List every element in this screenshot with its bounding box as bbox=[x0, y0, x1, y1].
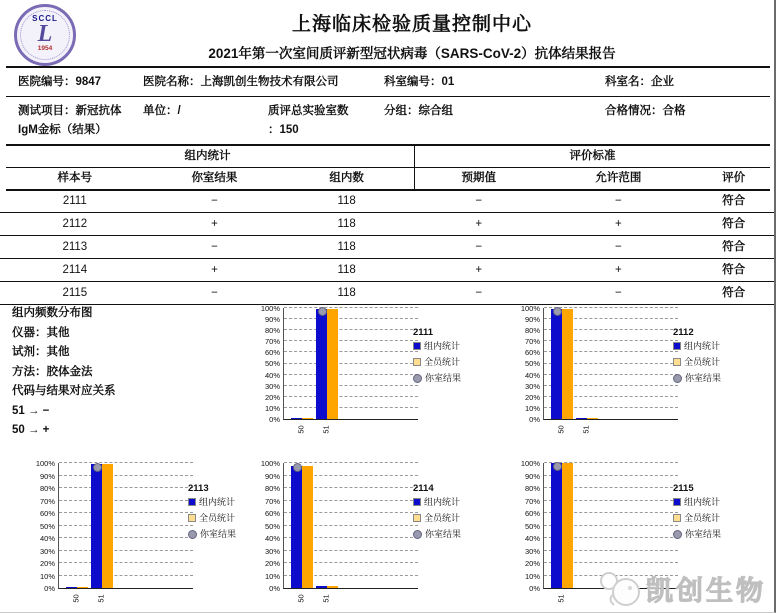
kaichuang-mascot-icon bbox=[596, 568, 646, 608]
y-tick-label: 10% bbox=[264, 571, 280, 581]
report-title: 2021年第一次室间质评新型冠状病毒（SARS-CoV-2）抗体结果报告 bbox=[208, 46, 616, 61]
table-row bbox=[0, 236, 774, 259]
y-tick-label: 80% bbox=[524, 484, 540, 493]
gridline bbox=[544, 307, 678, 308]
y-tick-label: 50% bbox=[39, 521, 55, 531]
code-mapping-51: 51 → − bbox=[12, 404, 50, 417]
legend-item bbox=[413, 497, 503, 507]
chart-info-panel bbox=[12, 304, 250, 441]
y-tick-label: 60% bbox=[524, 348, 540, 358]
info-field-line: 合格情况：合格 bbox=[605, 105, 686, 117]
legend-label: 全员统计 bbox=[684, 513, 721, 523]
global-stat-swatch bbox=[188, 514, 196, 522]
gridline bbox=[284, 340, 418, 341]
y-tick-label: 10% bbox=[39, 571, 55, 581]
gridline bbox=[59, 562, 193, 563]
y-axis bbox=[515, 305, 543, 424]
legend-item bbox=[413, 341, 503, 351]
x-axis bbox=[283, 420, 418, 438]
y-axis bbox=[30, 460, 58, 593]
plot-row bbox=[255, 459, 418, 593]
gridline bbox=[59, 500, 193, 501]
y-tick-label: 20% bbox=[524, 392, 540, 402]
y-tick-label: 70% bbox=[524, 496, 540, 506]
info-field bbox=[268, 98, 349, 140]
y-tick-label: 100% bbox=[520, 459, 540, 468]
info-field: 科室名：企业 bbox=[605, 76, 674, 88]
y-tick-label: 100% bbox=[520, 304, 540, 313]
column-header: 预期值 bbox=[461, 172, 497, 184]
chart-legend bbox=[413, 483, 503, 545]
x-tick-label: 51 bbox=[581, 425, 591, 434]
gridline bbox=[284, 396, 418, 397]
info-field-line: 单位：/ bbox=[143, 105, 181, 117]
chart-title: 2112 bbox=[673, 327, 694, 338]
gridline bbox=[59, 512, 193, 513]
table-cell: 118 bbox=[337, 218, 356, 230]
info-field bbox=[18, 98, 122, 140]
chart-body bbox=[255, 305, 418, 438]
y-tick-label: 90% bbox=[524, 471, 540, 481]
chart-legend bbox=[673, 327, 763, 389]
y-tick-label: 40% bbox=[39, 534, 55, 543]
legend-item bbox=[673, 373, 763, 383]
hospital-info-row bbox=[0, 68, 774, 96]
legend-item bbox=[413, 373, 503, 383]
your-result-marker bbox=[93, 463, 102, 472]
code-mapping-title: 代码与结果对应关系 bbox=[12, 385, 116, 397]
gridline bbox=[284, 385, 418, 386]
sccl-seal-logo bbox=[14, 4, 76, 66]
table-cell: + bbox=[211, 264, 218, 276]
bar-global-stat bbox=[327, 309, 338, 419]
table-row bbox=[0, 259, 774, 282]
table-cell: − bbox=[615, 287, 622, 299]
column-header: 你室结果 bbox=[191, 172, 238, 184]
info-field-line: 测试项目：新冠抗体 bbox=[18, 105, 122, 117]
group-header-criteria: 评价标准 bbox=[569, 150, 616, 162]
gridline bbox=[59, 525, 193, 526]
table-cell: − bbox=[615, 195, 622, 207]
legend-label: 组内统计 bbox=[424, 341, 461, 351]
info-field: 医院名称：上海凯创生物技术有限公司 bbox=[143, 76, 339, 88]
chart-2112 bbox=[515, 300, 773, 448]
watermark-text: 凯创生物 bbox=[646, 575, 766, 606]
y-tick-label: 0% bbox=[529, 584, 540, 593]
legend-label: 全员统计 bbox=[424, 357, 461, 367]
bar-group-stat bbox=[91, 464, 102, 588]
y-tick-label: 30% bbox=[264, 546, 280, 556]
x-tick-label: 50 bbox=[71, 594, 81, 603]
plot-area bbox=[543, 308, 678, 420]
y-tick-label: 10% bbox=[524, 403, 540, 413]
chart-title: 2115 bbox=[673, 483, 694, 494]
logo-year: 1954 bbox=[37, 45, 53, 52]
legend-item bbox=[413, 357, 503, 367]
test-info-row bbox=[0, 98, 774, 144]
y-tick-label: 10% bbox=[264, 403, 280, 413]
table-cell: + bbox=[475, 264, 483, 276]
chart-body bbox=[255, 460, 418, 607]
table-cell: 2115 bbox=[62, 287, 88, 299]
table-cell: 符合 bbox=[722, 241, 746, 253]
y-tick-label: 40% bbox=[524, 370, 540, 380]
y-tick-label: 70% bbox=[264, 496, 280, 506]
plot-row bbox=[255, 304, 418, 424]
chart-body bbox=[515, 305, 678, 438]
legend-item bbox=[673, 341, 763, 351]
gridline bbox=[59, 475, 193, 476]
gridline bbox=[284, 374, 418, 375]
x-tick-label: 50 bbox=[296, 594, 306, 603]
page-title: 上海临床检验质量控制中心 bbox=[291, 14, 532, 35]
legend-label: 你室结果 bbox=[685, 373, 722, 383]
y-tick-label: 60% bbox=[264, 509, 280, 518]
y-tick-label: 50% bbox=[524, 521, 540, 531]
gridline bbox=[59, 537, 193, 538]
legend-label: 你室结果 bbox=[685, 529, 722, 539]
y-tick-label: 20% bbox=[524, 559, 540, 568]
table-cell: 符合 bbox=[722, 264, 746, 276]
global-stat-swatch bbox=[413, 514, 421, 522]
table-cell: + bbox=[615, 264, 622, 276]
legend-label: 组内统计 bbox=[424, 497, 461, 507]
info-field-line: ：150 bbox=[268, 124, 299, 136]
y-tick-label: 100% bbox=[260, 459, 280, 468]
distribution-title: 组内频数分布图 bbox=[12, 307, 93, 319]
gridline bbox=[284, 329, 418, 330]
column-header: 组内数 bbox=[329, 172, 364, 184]
legend-item bbox=[673, 497, 763, 507]
y-tick-label: 30% bbox=[264, 381, 280, 391]
table-cell: 118 bbox=[337, 241, 356, 253]
reagent-line: 试剂：其他 bbox=[12, 346, 70, 358]
logo-letter: L bbox=[37, 21, 53, 47]
bar-group-stat bbox=[551, 309, 562, 419]
instrument-line: 仪器：其他 bbox=[12, 326, 70, 339]
y-tick-label: 90% bbox=[524, 315, 540, 325]
global-stat-swatch bbox=[413, 358, 421, 366]
y-tick-label: 90% bbox=[264, 315, 280, 325]
x-tick-label: 51 bbox=[321, 594, 331, 603]
table-row bbox=[0, 190, 774, 213]
gridline bbox=[59, 487, 193, 488]
table-cell: 符合 bbox=[722, 218, 746, 230]
y-tick-label: 30% bbox=[524, 381, 540, 391]
plot-row bbox=[30, 459, 193, 593]
y-tick-label: 80% bbox=[264, 484, 280, 493]
table-cell: − bbox=[211, 287, 218, 299]
y-tick-label: 40% bbox=[264, 370, 280, 380]
chart-body bbox=[30, 460, 193, 607]
info-field-line: 分组：综合组 bbox=[384, 105, 453, 117]
gridline bbox=[284, 307, 418, 308]
gridline bbox=[284, 351, 418, 352]
table-cell: 2111 bbox=[62, 195, 87, 207]
chart-title: 2114 bbox=[413, 483, 434, 494]
plot-area bbox=[58, 463, 193, 589]
legend-label: 全员统计 bbox=[684, 357, 721, 367]
x-tick-label: 51 bbox=[321, 425, 331, 434]
x-axis bbox=[58, 589, 193, 607]
y-axis bbox=[255, 305, 283, 424]
x-tick-label: 51 bbox=[556, 594, 566, 603]
column-header: 允许范围 bbox=[595, 172, 642, 184]
y-tick-label: 80% bbox=[524, 326, 540, 336]
method-line: 方法：胶体金法 bbox=[12, 365, 93, 378]
y-tick-label: 50% bbox=[264, 359, 280, 369]
x-axis bbox=[283, 589, 418, 607]
y-tick-label: 70% bbox=[264, 337, 280, 347]
legend-label: 组内统计 bbox=[199, 497, 236, 507]
chart-legend bbox=[673, 483, 763, 545]
info-field bbox=[605, 98, 686, 121]
plot-area bbox=[283, 463, 418, 589]
table-cell: − bbox=[211, 195, 218, 207]
info-field: 医院编号：9847 bbox=[18, 76, 102, 88]
results-table bbox=[0, 190, 774, 305]
chart-title: 2111 bbox=[413, 327, 434, 338]
table-cell: 符合 bbox=[722, 195, 746, 207]
legend-label: 全员统计 bbox=[199, 513, 236, 523]
bar-group-stat bbox=[551, 463, 562, 588]
logo-abbr-text: SCCL bbox=[32, 14, 58, 23]
column-header: 样本号 bbox=[57, 172, 93, 184]
y-tick-label: 40% bbox=[264, 534, 280, 543]
y-tick-label: 10% bbox=[524, 571, 540, 581]
y-tick-label: 60% bbox=[524, 509, 540, 518]
bar-global-stat bbox=[102, 464, 113, 588]
group-stat-swatch bbox=[673, 342, 681, 350]
y-axis bbox=[255, 460, 283, 593]
your-result-swatch bbox=[413, 374, 422, 383]
your-result-swatch bbox=[188, 530, 197, 539]
y-tick-label: 0% bbox=[529, 414, 540, 424]
your-result-swatch bbox=[413, 530, 422, 539]
y-tick-label: 30% bbox=[524, 546, 540, 556]
bar-global-stat bbox=[302, 466, 313, 589]
info-field bbox=[384, 98, 453, 121]
y-tick-label: 20% bbox=[39, 559, 55, 568]
table-column-header bbox=[0, 168, 774, 189]
legend-label: 组内统计 bbox=[684, 341, 721, 351]
chart-2114 bbox=[255, 449, 507, 613]
table-cell: 符合 bbox=[722, 287, 746, 299]
chart-title: 2113 bbox=[188, 483, 209, 494]
legend-item bbox=[673, 529, 763, 539]
y-tick-label: 0% bbox=[269, 584, 280, 593]
group-header-intra: 组内统计 bbox=[184, 150, 231, 162]
gridline bbox=[284, 318, 418, 319]
legend-label: 组内统计 bbox=[684, 497, 721, 507]
gridline bbox=[59, 575, 193, 576]
table-cell: 118 bbox=[337, 195, 356, 207]
table-cell: + bbox=[475, 218, 483, 230]
your-result-swatch bbox=[673, 374, 682, 383]
x-tick-label: 50 bbox=[296, 425, 306, 434]
table-cell: − bbox=[475, 241, 483, 253]
x-tick-label: 50 bbox=[556, 425, 566, 434]
gridline bbox=[59, 462, 193, 463]
x-tick-label: 51 bbox=[96, 594, 106, 603]
group-stat-swatch bbox=[188, 498, 196, 506]
legend-item bbox=[673, 513, 763, 523]
chart-2113 bbox=[30, 449, 282, 613]
table-cell: − bbox=[475, 287, 483, 299]
y-tick-label: 90% bbox=[39, 471, 55, 481]
y-tick-label: 50% bbox=[264, 521, 280, 531]
table-cell: − bbox=[211, 241, 218, 253]
table-cell: 118 bbox=[337, 264, 356, 276]
y-tick-label: 70% bbox=[39, 496, 55, 506]
table-cell: + bbox=[615, 218, 622, 230]
y-tick-label: 20% bbox=[264, 559, 280, 568]
group-stat-swatch bbox=[413, 498, 421, 506]
y-tick-label: 100% bbox=[260, 304, 280, 313]
table-cell: 118 bbox=[337, 287, 356, 299]
table-cell: 2113 bbox=[62, 241, 88, 253]
plot-area bbox=[283, 308, 418, 420]
divider bbox=[6, 96, 770, 97]
y-tick-label: 80% bbox=[264, 326, 280, 336]
column-header: 评价 bbox=[722, 172, 746, 184]
y-tick-label: 0% bbox=[44, 584, 55, 593]
y-tick-label: 90% bbox=[264, 471, 280, 481]
watermark bbox=[596, 568, 766, 608]
y-tick-label: 40% bbox=[524, 534, 540, 543]
y-tick-label: 80% bbox=[39, 484, 55, 493]
gridline bbox=[59, 550, 193, 551]
y-tick-label: 100% bbox=[35, 459, 55, 468]
info-field: 科室编号：01 bbox=[384, 76, 455, 88]
y-tick-label: 60% bbox=[264, 348, 280, 358]
info-field-line: 质评总实验室数 bbox=[268, 105, 349, 117]
group-stat-swatch bbox=[673, 498, 681, 506]
table-cell: − bbox=[475, 195, 483, 207]
bar-global-stat bbox=[562, 463, 573, 588]
global-stat-swatch bbox=[673, 358, 681, 366]
gridline bbox=[284, 462, 418, 463]
table-cell: + bbox=[211, 218, 218, 230]
table-row bbox=[0, 213, 774, 236]
group-stat-swatch bbox=[413, 342, 421, 350]
legend-label: 你室结果 bbox=[425, 373, 462, 383]
bar-group-stat bbox=[291, 466, 302, 589]
info-field bbox=[143, 98, 181, 121]
legend-label: 你室结果 bbox=[425, 529, 462, 539]
chart-legend bbox=[413, 327, 503, 389]
y-tick-label: 20% bbox=[264, 392, 280, 402]
table-group-header bbox=[0, 146, 774, 167]
info-field-line: IgM金标（结果） bbox=[18, 124, 107, 136]
your-result-marker bbox=[553, 462, 562, 471]
legend-label: 全员统计 bbox=[424, 513, 461, 523]
plot-row bbox=[515, 304, 678, 424]
gridline bbox=[284, 407, 418, 408]
gridline bbox=[284, 363, 418, 364]
table-cell: 2112 bbox=[62, 218, 88, 230]
y-tick-label: 0% bbox=[269, 414, 280, 424]
y-tick-label: 60% bbox=[39, 509, 55, 518]
y-tick-label: 50% bbox=[524, 359, 540, 369]
bar-group-stat bbox=[316, 309, 327, 419]
code-mapping-50: 50 → + bbox=[12, 424, 50, 436]
table-cell: 2114 bbox=[62, 264, 88, 276]
table-cell: − bbox=[615, 241, 622, 253]
legend-label: 你室结果 bbox=[200, 529, 237, 539]
chart-2111 bbox=[255, 300, 507, 448]
bar-global-stat bbox=[562, 309, 573, 419]
legend-item bbox=[413, 529, 503, 539]
y-tick-label: 70% bbox=[524, 337, 540, 347]
y-axis bbox=[515, 460, 543, 593]
legend-item bbox=[413, 513, 503, 523]
your-result-swatch bbox=[673, 530, 682, 539]
legend-item bbox=[673, 357, 763, 367]
your-result-marker bbox=[293, 463, 302, 472]
global-stat-swatch bbox=[673, 514, 681, 522]
y-tick-label: 30% bbox=[39, 546, 55, 556]
x-axis bbox=[543, 420, 678, 438]
